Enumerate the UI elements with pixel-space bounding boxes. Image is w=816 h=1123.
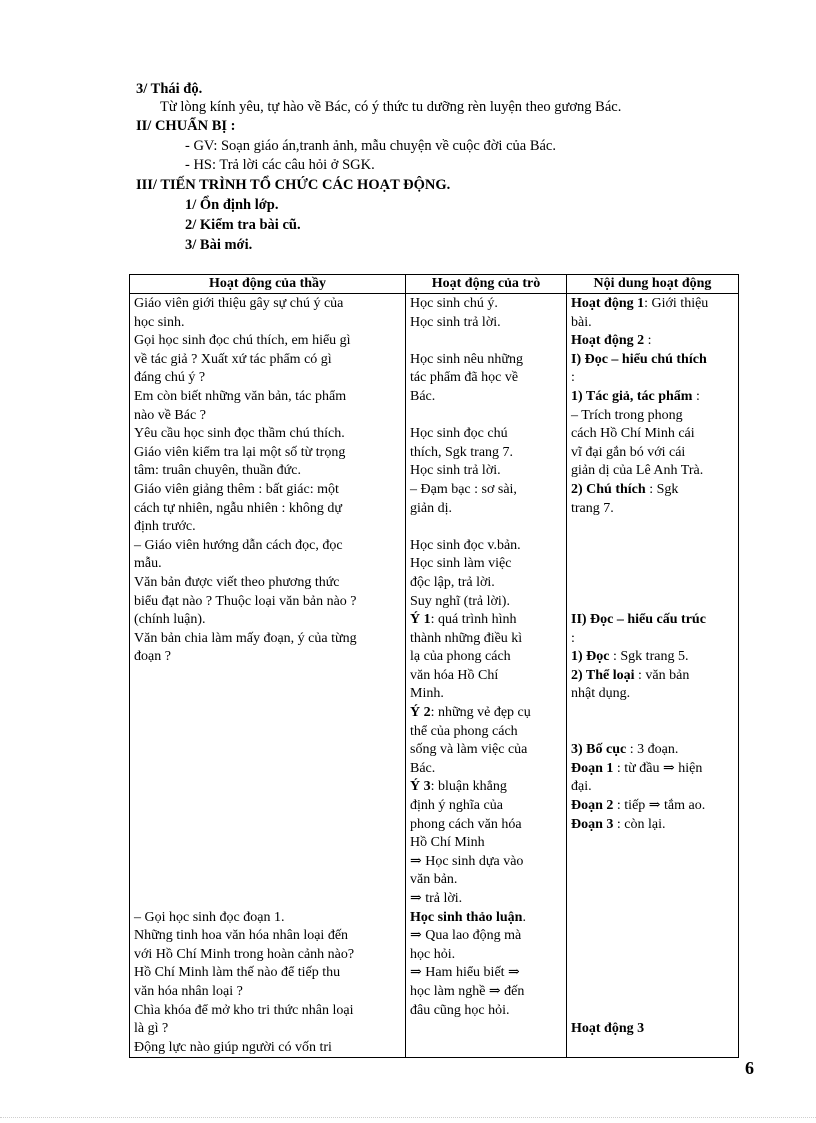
prep-teacher: - GV: Soạn giáo án,tranh ảnh, mẫu chuyện về cuộc đời của Bác. <box>185 138 556 154</box>
col1-line: cách tự nhiên, ngẫu nhiên : không dự <box>134 500 343 516</box>
col1-line: Những tinh hoa văn hóa nhân loại đến <box>134 928 349 944</box>
header-student-activity: Hoạt động của trò <box>406 275 567 294</box>
col3-line: Hoạt động 2 : <box>571 333 652 349</box>
col1-line: với Hồ Chí Minh trong hoàn cảnh nào? <box>134 946 355 962</box>
col1-line <box>134 890 401 909</box>
col1-line: định trước. <box>134 519 196 535</box>
col2-line: đâu cũng học hỏi. <box>410 1002 510 1018</box>
table-header-row <box>130 275 739 294</box>
col1-line <box>134 871 401 890</box>
col1-line <box>134 741 401 760</box>
col1-line: là gì ? <box>134 1021 169 1037</box>
col3-line <box>571 555 734 574</box>
page-number: 6 <box>745 1058 754 1078</box>
col2-line: Học sinh thảo luận. <box>410 909 526 925</box>
col3-line <box>571 927 734 946</box>
step-new-lesson: 3/ Bài mới. <box>185 237 253 253</box>
col2-line: – Đạm bạc : sơ sài, <box>410 481 517 497</box>
col1-line <box>134 797 401 816</box>
col1-line: Em còn biết những văn bản, tác phẩm <box>134 388 347 404</box>
col3-line: vĩ đại gắn bó với cái <box>571 444 686 460</box>
col3-line: Hoạt động 3 <box>571 1021 645 1037</box>
col2-line: ⇒ trả lời. <box>410 891 463 906</box>
col2-line: Hồ Chí Minh <box>410 835 485 851</box>
col1-line: đoạn ? <box>134 649 171 665</box>
col2-line: tác phẩm đã học về <box>410 370 519 386</box>
col3-line: 2) Chú thích : Sgk <box>571 481 679 497</box>
step-review: 2/ Kiểm tra bài cũ. <box>185 217 301 233</box>
col1-line: Chìa khóa để mở kho tri thức nhân loại <box>134 1002 354 1018</box>
col2-line: Ý 1: quá trình hình <box>410 612 517 628</box>
col2-line: lạ của phong cách <box>410 649 511 665</box>
col3-line <box>571 983 734 1002</box>
col1-line <box>134 853 401 872</box>
col3-line: 1) Tác giả, tác phẩm : <box>571 388 700 404</box>
section-preparation-heading: II/ CHUẨN BỊ : <box>136 118 236 134</box>
col3-line <box>571 574 734 593</box>
col1-line: mẫu. <box>134 556 162 572</box>
col2-line: thể của phong cách <box>410 723 518 739</box>
col3-line: 3) Bố cục : 3 đoạn. <box>571 742 679 758</box>
col1-line: về tác giả ? Xuất xứ tác phẩm có gì <box>134 351 332 367</box>
col3-line <box>571 704 734 723</box>
col3-line <box>571 723 734 742</box>
col2-line: sống và làm việc của <box>410 742 528 758</box>
lesson-activities-table <box>129 274 739 1058</box>
col1-line <box>134 834 401 853</box>
col2-line: Ý 3: bluận khẳng <box>410 779 507 795</box>
col3-line: 1) Đọc : Sgk trang 5. <box>571 649 689 665</box>
col1-line: (chính luận). <box>134 612 206 628</box>
col2-line: Minh. <box>410 686 444 702</box>
col1-line: Động lực nào giúp người có vốn tri <box>134 1039 332 1055</box>
col3-line: Hoạt động 1: Giới thiệu <box>571 296 709 311</box>
col1-line <box>134 723 401 742</box>
col2-line: giản dị. <box>410 500 452 516</box>
col1-line: đáng chú ý ? <box>134 370 206 386</box>
col3-line: II) Đọc – hiểu cấu trúc <box>571 612 706 628</box>
section-attitude-heading: 3/ Thái độ. <box>136 81 203 97</box>
col1-line: biểu đạt nào ? Thuộc loại văn bản nào ? <box>134 593 357 609</box>
col3-line: : <box>571 630 575 646</box>
col1-line: Yêu cầu học sinh đọc thầm chú thích. <box>134 426 345 442</box>
col2-line: định ý nghĩa của <box>410 798 503 814</box>
col1-line <box>134 816 401 835</box>
step-class-order: 1/ Ổn định lớp. <box>185 197 279 213</box>
col1-line <box>134 667 401 686</box>
col3-line <box>571 964 734 983</box>
col2-line: học làm nghề ⇒ đến <box>410 983 525 999</box>
col3-line <box>571 909 734 928</box>
col3-line: 2) Thể loại : văn bản <box>571 667 690 683</box>
col3-line: Đoạn 3 : còn lại. <box>571 816 666 832</box>
col2-line: văn bản. <box>410 872 458 888</box>
col1-line: tâm: truân chuyên, thuần đức. <box>134 463 301 479</box>
col2-line: thích, Sgk trang 7. <box>410 444 514 460</box>
col2-line: Ý 2: những vẻ đẹp cụ <box>410 705 531 721</box>
table-row <box>130 294 739 1058</box>
col2-line: Học sinh trả lời. <box>410 314 501 330</box>
col1-line <box>134 704 401 723</box>
col3-line <box>571 834 734 853</box>
col3-line: I) Đọc – hiểu chú thích <box>571 351 707 367</box>
col2-line <box>410 332 562 351</box>
col3-line: trang 7. <box>571 500 614 516</box>
col3-line <box>571 853 734 872</box>
col2-line: ⇒ Học sinh dựa vào <box>410 853 524 869</box>
col2-line: học hỏi. <box>410 946 456 962</box>
col3-line <box>571 593 734 612</box>
col2-line: Học sinh nêu những <box>410 351 523 367</box>
col2-line: Học sinh đọc chú <box>410 426 508 442</box>
prep-student: - HS: Trả lời các câu hỏi ở SGK. <box>185 157 375 173</box>
col3-line: Đoạn 2 : tiếp ⇒ tắm ao. <box>571 798 706 814</box>
col1-line: Văn bản được viết theo phương thức <box>134 574 340 590</box>
col1-line: Văn bản chia làm mấy đoạn, ý của từng <box>134 630 357 646</box>
col2-line: độc lập, trả lời. <box>410 574 495 590</box>
header-content: Nội dung hoạt động <box>567 275 739 294</box>
section-process-heading: III/ TIẾN TRÌNH TỔ CHỨC CÁC HOẠT ĐỘNG. <box>136 177 451 193</box>
col1-line: Giáo viên giới thiệu gây sự chú ý của <box>134 296 344 311</box>
content-cell <box>567 294 739 1058</box>
col2-line: Bác. <box>410 760 436 776</box>
col1-line: Giáo viên kiểm tra lại một số từ trọng <box>134 444 346 460</box>
col1-line: – Gọi học sinh đọc đoạn 1. <box>134 909 285 925</box>
col3-line: cách Hồ Chí Minh cái <box>571 426 695 442</box>
col1-line: văn hóa nhân loại ? <box>134 983 243 999</box>
col2-line: Học sinh đọc v.bản. <box>410 537 521 553</box>
col2-line: Suy nghĩ (trả lời). <box>410 593 510 609</box>
col3-line: đại. <box>571 779 592 795</box>
page-bottom-divider <box>0 1117 816 1118</box>
col2-line: thành những điều kì <box>410 630 523 646</box>
col3-line: giản dị của Lê Anh Trà. <box>571 463 704 479</box>
col1-line <box>134 760 401 779</box>
col3-line: nhật dụng. <box>571 686 631 702</box>
col1-line: – Giáo viên hướng dẫn cách đọc, đọc <box>134 537 343 553</box>
col1-line: Giáo viên giảng thêm : bất giác: một <box>134 481 339 497</box>
teacher-activity-cell <box>130 294 406 1058</box>
col2-line <box>410 407 562 426</box>
col3-line <box>571 537 734 556</box>
col1-line: Gọi học sinh đọc chú thích, em hiểu gì <box>134 333 351 349</box>
col2-line: ⇒ Qua lao động mà <box>410 928 522 944</box>
col2-line: phong cách văn hóa <box>410 816 522 832</box>
col2-line: Học sinh làm việc <box>410 556 512 572</box>
col1-line: Hồ Chí Minh làm thế nào để tiếp thu <box>134 965 341 981</box>
col3-line <box>571 946 734 965</box>
col1-line: học sinh. <box>134 314 185 330</box>
header-teacher-activity: Hoạt động của thầy <box>130 275 406 294</box>
col3-line: Đoạn 1 : từ đầu ⇒ hiện <box>571 760 703 776</box>
attitude-text: Từ lòng kính yêu, tự hào về Bác, có ý thức tu dưỡng rèn luyện theo gương Bác. <box>160 99 622 115</box>
col2-line: ⇒ Ham hiểu biết ⇒ <box>410 965 520 981</box>
col2-line <box>410 518 562 537</box>
col2-line: văn hóa Hồ Chí <box>410 667 499 683</box>
col3-line <box>571 518 734 537</box>
col3-line <box>571 871 734 890</box>
col3-line: bài. <box>571 314 592 330</box>
col3-line: : <box>571 370 575 386</box>
col1-line <box>134 685 401 704</box>
col3-line <box>571 890 734 909</box>
col1-line <box>134 778 401 797</box>
col1-line: nào về Bác ? <box>134 407 206 423</box>
col3-line: – Trích trong phong <box>571 407 683 423</box>
col2-line: Học sinh trả lời. <box>410 463 501 479</box>
col3-line <box>571 1002 734 1021</box>
col2-line: Bác. <box>410 388 436 404</box>
student-activity-cell <box>406 294 567 1058</box>
col2-line: Học sinh chú ý. <box>410 296 498 311</box>
